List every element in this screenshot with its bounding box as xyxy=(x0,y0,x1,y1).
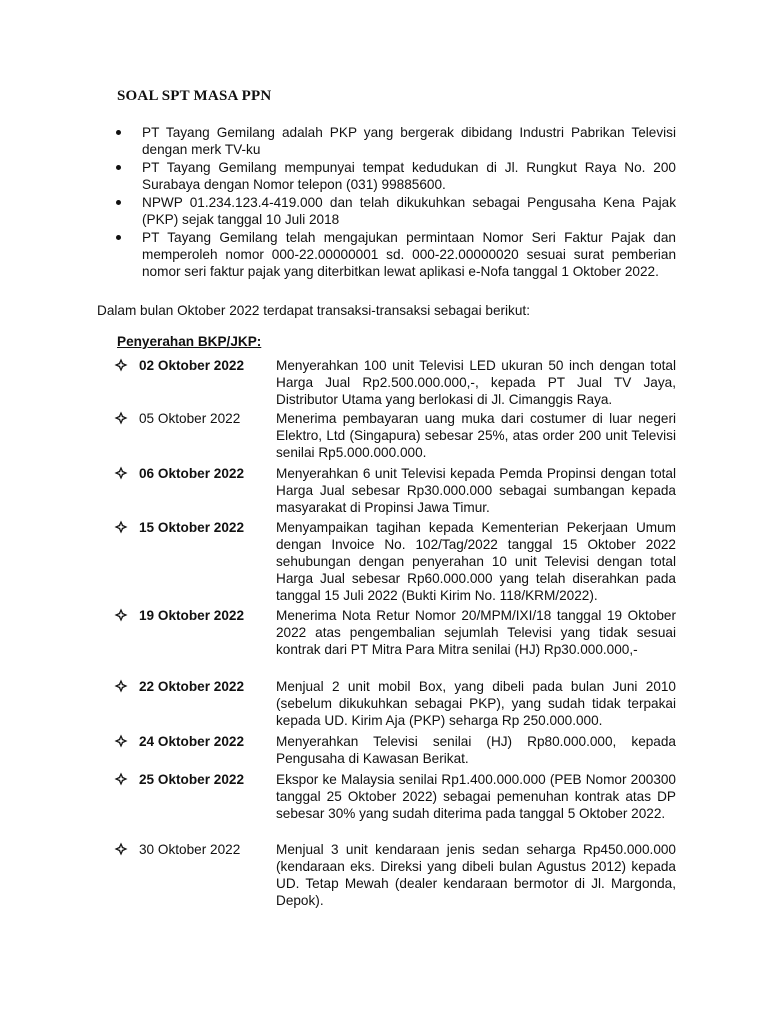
transaction-date: 02 Oktober 2022 xyxy=(139,358,245,373)
four-diamond-bullet-icon xyxy=(114,842,128,856)
four-diamond-bullet-icon xyxy=(114,520,128,534)
company-info-item xyxy=(110,124,676,158)
transaction-date: 25 Oktober 2022 xyxy=(139,772,245,787)
company-info-item xyxy=(110,159,676,193)
bullet-dot-icon xyxy=(116,235,121,240)
four-diamond-bullet-icon xyxy=(114,411,128,425)
bullet-dot-icon xyxy=(116,130,121,135)
intro-text: Dalam bulan Oktober 2022 terdapat transaksi-transaksi sebagai berikut: xyxy=(97,303,530,318)
transaction-date: 24 Oktober 2022 xyxy=(139,734,245,749)
four-diamond-bullet-icon xyxy=(114,679,128,693)
document-title: SOAL SPT MASA PPN xyxy=(117,88,272,104)
transaction-description: Menyerahkan 100 unit Televisi LED ukuran 50 inch dengan total Harga Jual Rp2.500.000.000,-, kepada PT Jual TV Jaya, Distributor Utama yang berlokasi di Jl. Cimanggis Raya. xyxy=(276,358,676,407)
company-info-list xyxy=(110,124,676,281)
bullet-dot-icon xyxy=(116,200,121,205)
transaction-description: Menerima Nota Retur Nomor 20/MPM/IXI/18 tanggal 19 Oktober 2022 atas pengembalian sejumlah Televisi yang tidak sesuai kontrak dari PT Mitra Para Mitra senilai (HJ) Rp30.000.000,- xyxy=(276,608,676,657)
transaction-date: 05 Oktober 2022 xyxy=(139,411,241,426)
company-info-text: PT Tayang Gemilang telah mengajukan permintaan Nomor Seri Faktur Pajak dan memperoleh nomor 000-22.00000001 sd. 000-22.00000020 sesuai surat pemberian nomor seri faktur pajak yang diterbitkan lewat aplikasi e-Nofa tanggal 1 Oktober 2022. xyxy=(142,230,676,279)
section-title: Penyerahan BKP/JKP: xyxy=(117,334,262,349)
transaction-date: 30 Oktober 2022 xyxy=(139,842,241,857)
bullet-dot-icon xyxy=(116,165,121,170)
four-diamond-bullet-icon xyxy=(114,734,128,748)
transaction-date: 22 Oktober 2022 xyxy=(139,679,245,694)
transaction-description: Menjual 2 unit mobil Box, yang dibeli pada bulan Juni 2010 (sebelum dikukuhkan sebagai PKP), yang sudah tidak terpakai kepada UD. Kirim Aja (PKP) seharga Rp 250.000.000. xyxy=(276,679,676,728)
company-info-text: PT Tayang Gemilang adalah PKP yang bergerak dibidang Industri Pabrikan Televisi dengan merk TV-ku xyxy=(142,125,676,157)
transaction-description: Ekspor ke Malaysia senilai Rp1.400.000.000 (PEB Nomor 200300 tanggal 25 Oktober 2022) sebagai pemenuhan kontrak atas DP sebesar 30% yang sudah diterima pada tanggal 5 Oktober 2022. xyxy=(276,772,676,821)
transaction-date: 19 Oktober 2022 xyxy=(139,608,245,623)
transaction-date: 15 Oktober 2022 xyxy=(139,520,245,535)
four-diamond-bullet-icon xyxy=(114,358,128,372)
transaction-description: Menerima pembayaran uang muka dari costumer di luar negeri Elektro, Ltd (Singapura) sebesar 25%, atas order 200 unit Televisi senilai Rp5.000.000.000. xyxy=(276,411,676,460)
four-diamond-bullet-icon xyxy=(114,772,128,786)
transaction-description: Menyerahkan Televisi senilai (HJ) Rp80.000.000, kepada Pengusaha di Kawasan Berikat. xyxy=(276,734,676,766)
transaction-date: 06 Oktober 2022 xyxy=(139,466,245,481)
four-diamond-bullet-icon xyxy=(114,466,128,480)
company-info-text: PT Tayang Gemilang mempunyai tempat kedudukan di Jl. Rungkut Raya No. 200 Surabaya dengan Nomor telepon (031) 99885600. xyxy=(142,160,676,192)
company-info-item xyxy=(110,229,676,280)
transaction-description: Menyampaikan tagihan kepada Kementerian Pekerjaan Umum dengan Invoice No. 102/Tag/2022 tanggal 15 Oktober 2022 sehubungan dengan penyerahan 10 unit Televisi dengan total Harga Jual sebesar Rp60.000.000 yang telah diserahkan pada tanggal 15 Juli 2022 (Bukti Kirim No. 118/KRM/2022). xyxy=(276,520,676,603)
four-diamond-bullet-icon xyxy=(114,608,128,622)
transaction-description: Menyerahkan 6 unit Televisi kepada Pemda Propinsi dengan total Harga Jual sebesar Rp30.000.000 sebagai sumbangan kepada masyarakat di Propinsi Jawa Timur. xyxy=(276,466,676,515)
transaction-description: Menjual 3 unit kendaraan jenis sedan seharga Rp450.000.000 (kendaraan eks. Direksi yang dibeli bulan Agustus 2012) kepada UD. Tetap Mewah (dealer kendaraan bermotor di Jl. Margonda, Depok). xyxy=(276,842,676,908)
company-info-item xyxy=(110,194,676,228)
company-info-text: NPWP 01.234.123.4-419.000 dan telah dikukuhkan sebagai Pengusaha Kena Pajak (PKP) sejak tanggal 10 Juli 2018 xyxy=(142,195,676,227)
